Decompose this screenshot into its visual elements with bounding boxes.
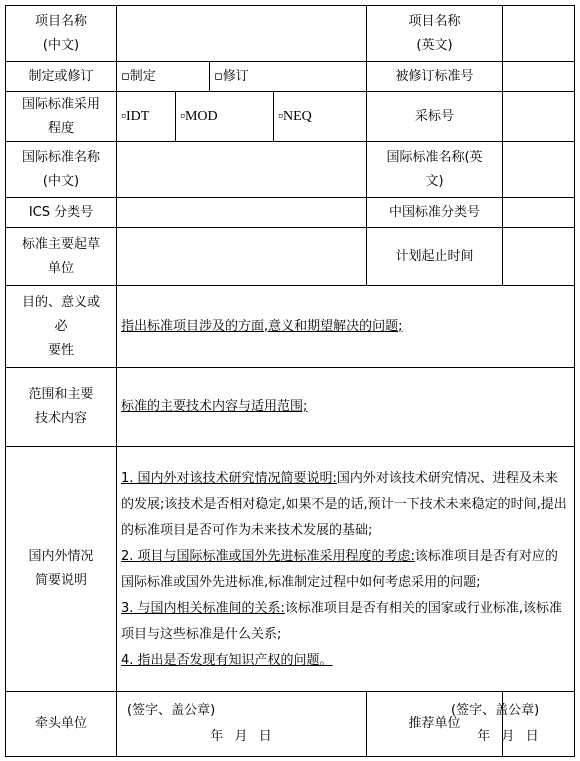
lead-unit-date: 年 月 日 [210, 729, 273, 744]
intl-standard-name-en-field[interactable] [503, 142, 575, 198]
overview-point-1: 1. 国内外对该技术研究情况简要说明:国内外对该技术研究情况、进程及未来的发展;该技术是否相对稳定,如果不是的话,预计一下技术未来稳定的时间,提出的标准项目是否可作为未来技术发展的基础; [121, 470, 567, 538]
type-label: 制定或修订 [6, 62, 117, 92]
overview-point-3: 3. 与国内相关标准间的关系:该标准项目是否有相关的国家或行业标准,该标准项目与这些标准是什么关系; [121, 600, 563, 642]
drafting-unit-label: 标准主要起草 单位 [6, 228, 117, 286]
plan-period-field[interactable] [503, 228, 575, 286]
revised-standard-label: 被修订标准号 [367, 62, 503, 92]
ics-label: ICS 分类号 [6, 198, 117, 228]
purpose-field[interactable] [117, 286, 575, 368]
purpose-hint: 指出标准项目涉及的方面,意义和期望解决的问题; [121, 318, 403, 334]
project-proposal-form [5, 5, 575, 757]
overview-point-4: 4. 指出是否发现有知识产权的问题。 [121, 652, 333, 668]
recommend-unit-label: 推荐单位 [367, 692, 503, 757]
revised-standard-field[interactable] [503, 62, 575, 92]
purpose-label: 目的、意义或 必 要性 [6, 286, 117, 368]
intl-standard-name-en-label: 国际标准名称(英 文) [367, 142, 503, 198]
option-neq-checkbox[interactable]: ▫NEQ [274, 92, 367, 142]
scope-label: 范围和主要 技术内容 [6, 368, 117, 447]
option-mod-checkbox[interactable]: ▫MOD [176, 92, 274, 142]
lead-unit-signature[interactable]: (签字、盖公章) 年 月 日 [117, 692, 367, 757]
project-name-en-label: 项目名称 (英文) [367, 6, 503, 62]
recommend-unit-date: 年 月 日 [477, 729, 540, 744]
option-idt-checkbox[interactable]: ▫IDT [117, 92, 176, 142]
drafting-unit-field[interactable] [117, 228, 367, 286]
intl-standard-name-cn-field[interactable] [117, 142, 367, 198]
overview-field[interactable] [117, 447, 575, 692]
option-revise-checkbox[interactable]: ▫修订 [210, 62, 367, 92]
lead-unit-label: 牵头单位 [6, 692, 117, 757]
intl-standard-name-cn-label: 国际标准名称 (中文) [6, 142, 117, 198]
option-make-checkbox[interactable]: ▫制定 [117, 62, 210, 92]
adoption-number-field[interactable] [503, 92, 575, 142]
recommend-unit-signature[interactable]: (签字、盖公章) 年 月 日 [503, 692, 575, 757]
scope-hint: 标准的主要技术内容与适用范围; [121, 399, 308, 414]
ccs-field[interactable] [503, 198, 575, 228]
overview-label: 国内外情况 简要说明 [6, 447, 117, 692]
ics-field[interactable] [117, 198, 367, 228]
ccs-label: 中国标准分类号 [367, 198, 503, 228]
plan-period-label: 计划起止时间 [367, 228, 503, 286]
project-name-en-field[interactable] [503, 6, 575, 62]
project-name-cn-label: 项目名称 (中文) [6, 6, 117, 62]
adoption-number-label: 采标号 [367, 92, 503, 142]
adoption-degree-label: 国际标准采用 程度 [6, 92, 117, 142]
project-name-cn-field[interactable] [117, 6, 367, 62]
overview-point-2: 2. 项目与国际标准或国外先进标准采用程度的考虑:该标准项目是否有对应的国际标准或国外先进标准,标准制定过程中如何考虑采用的问题; [121, 548, 558, 590]
scope-field[interactable] [117, 368, 575, 447]
